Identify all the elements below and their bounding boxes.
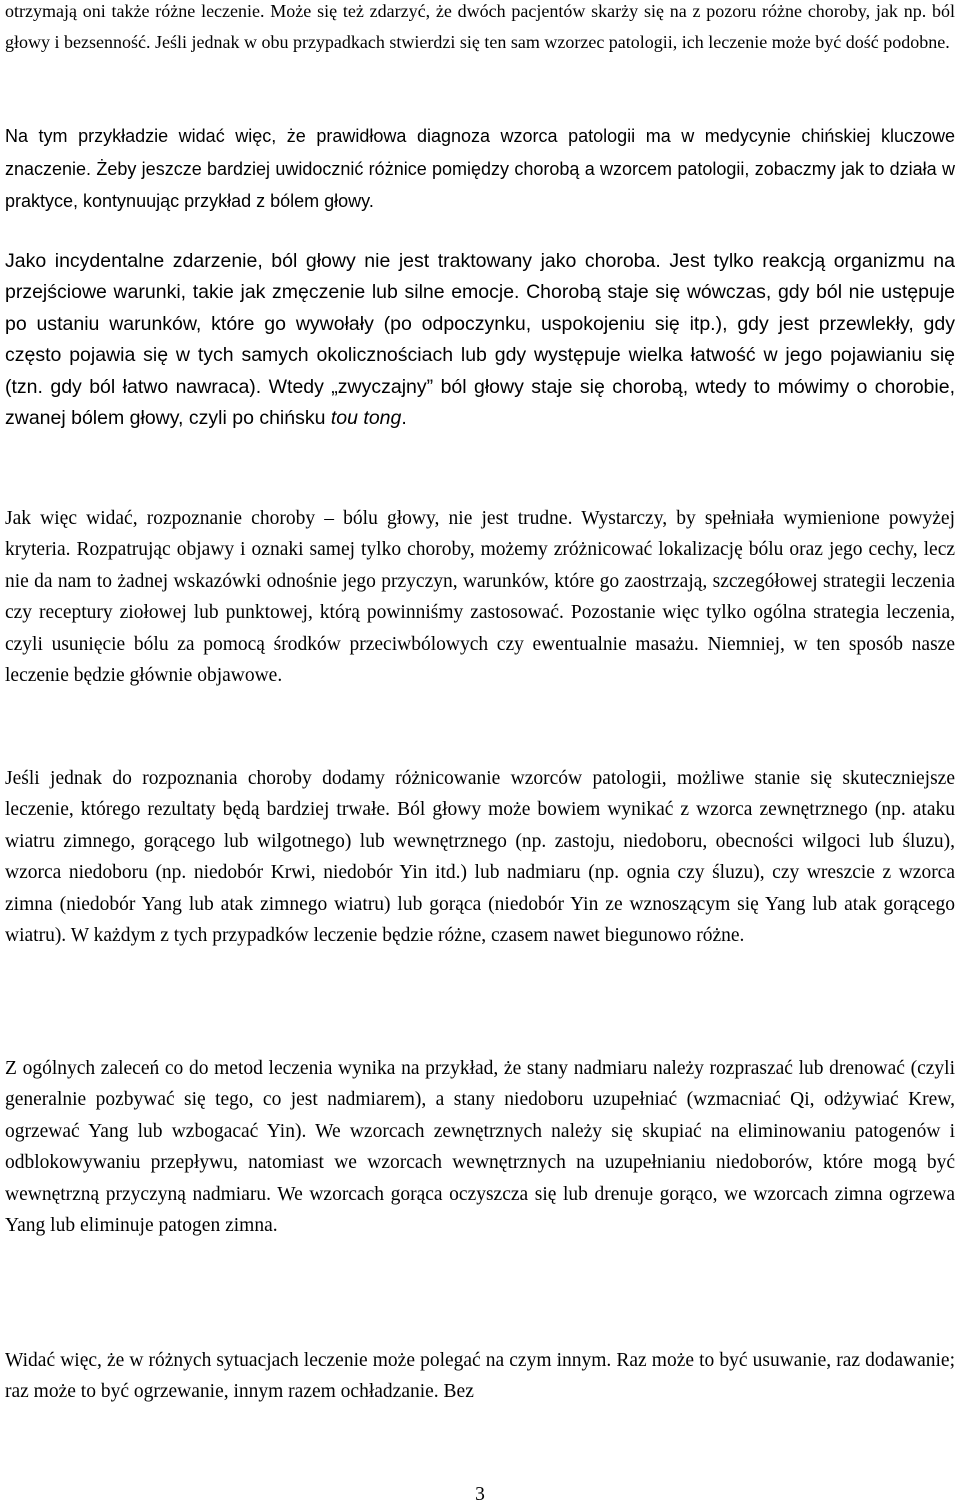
paragraph-5: Jeśli jednak do rozpoznania choroby dodamy różnicowanie wzorców patologii, możliwe stanie się skuteczniejsze leczenie, którego rezultaty będą bardziej trwałe. Ból głowy może bowiem wynikać z wzorca zewnętrznego (np. ataku wiatru zimnego, gorącego lub wilgotnego) lub wewnętrznego (np. zastoju, niedoboru, obecności wilgoci lub śluzu), wzorca niedoboru (np. niedobór Krwi, niedobór Yin itd.) lub nadmiaru (np. ognia czy śluzu), czy wreszcie z wzorca zimna (niedobór Yang lub atak zimnego wiatru) lub gorąca (niedobór Yin ze wznoszącym się Yang lub atak gorącego wiatru). W każdym z tych przypadków leczenie będzie różne, czasem nawet biegunowo różne. bbox=[5, 768, 955, 947]
paragraph-3-end: . bbox=[401, 407, 407, 430]
paragraph-1: otrzymają oni także różne leczenie. Może się też zdarzyć, że dwóch pacjentów skarży się na z pozoru różne choroby, jak np. ból głowy i bezsenność. Jeśli jednak w obu przypadkach stwierdzi się ten sam wzorzec patologii, ich leczenie może być dość podobne. bbox=[5, 1, 955, 53]
paragraph-3-italic-term: tou tong bbox=[330, 407, 402, 430]
paragraph-4: Jak więc widać, rozpoznanie choroby – bólu głowy, nie jest trudne. Wystarczy, by spełniała wymienione powyżej kryteria. Rozpatrując objawy i oznaki samej tylko choroby, możemy zróżnicować lokalizację bólu oraz jego cechy, lecz nie da nam to żadnej wskazówki odnośnie jego przyczyn, warunków, które go zaostrzają, szczegółowej strategii leczenia czy receptury ziołowej lub punktowej, którą powinniśmy zastosować. Pozostanie więc tylko ogólna strategia leczenia, czyli usunięcie bólu za pomocą środków przeciwbólowych czy ewentualnie masażu. Niemniej, w ten sposób nasze leczenie będzie głównie objawowe. bbox=[5, 508, 955, 687]
page-number: 3 bbox=[475, 1484, 485, 1505]
paragraph-3 bbox=[5, 246, 955, 434]
paragraph-3-text: Jako incydentalne zdarzenie, ból głowy nie jest traktowany jako choroba. Jest tylko reakcją organizmu na przejściowe warunki, takie jak zmęczenie lub silne emocje. Chorobą staje się wówczas, gdy ból nie ustępuje po ustaniu warunków, które go wywołały (po odpoczynku, uspokojeniu się itp.), gdy jest przewlekły, gdy często pojawia się w tych samych okolicznościach lub gdy występuje wielka łatwość w jego pojawianiu się (tzn. gdy ból łatwo nawraca). Wtedy „zwyczajny” ból głowy staje się chorobą, wtedy to mówimy o chorobie, zwanej bólem głowy, czyli po chińsku bbox=[5, 250, 955, 430]
paragraph-7: Widać więc, że w różnych sytuacjach leczenie może polegać na czym innym. Raz może to być usuwanie, raz dodawanie; raz może to być ogrzewanie, innym razem ochładzanie. Bez bbox=[5, 1350, 955, 1403]
paragraph-2: Na tym przykładzie widać więc, że prawidłowa diagnoza wzorca patologii ma w medycynie chińskiej kluczowe znaczenie. Żeby jeszcze bardziej uwidocznić różnice pomiędzy chorobą a wzorcem patologii, zobaczmy jak to działa w praktyce, kontynuując przykład z bólem głowy. bbox=[5, 126, 955, 211]
paragraph-6: Z ogólnych zaleceń co do metod leczenia wynika na przykład, że stany nadmiaru należy rozpraszać lub drenować (czyli generalnie pozbywać się tego, co jest nadmiarem), a stany niedoboru uzupełniać (wzmacniać Qi, odżywiać Krew, ogrzewać Yang lub wzbogacać Yin). We wzorcach zewnętrznych należy się skupiać na eliminowaniu patogenów i odblokowywaniu przepływu, natomiast we wzorcach wewnętrznych na uzupełnianiu niedoborów, które mogą być wewnętrzną przyczyną nadmiaru. We wzorcach gorąca oczyszcza się lub drenuje gorąco, we wzorcach zimna ogrzewa Yang lub eliminuje patogen zimna. bbox=[5, 1058, 955, 1237]
